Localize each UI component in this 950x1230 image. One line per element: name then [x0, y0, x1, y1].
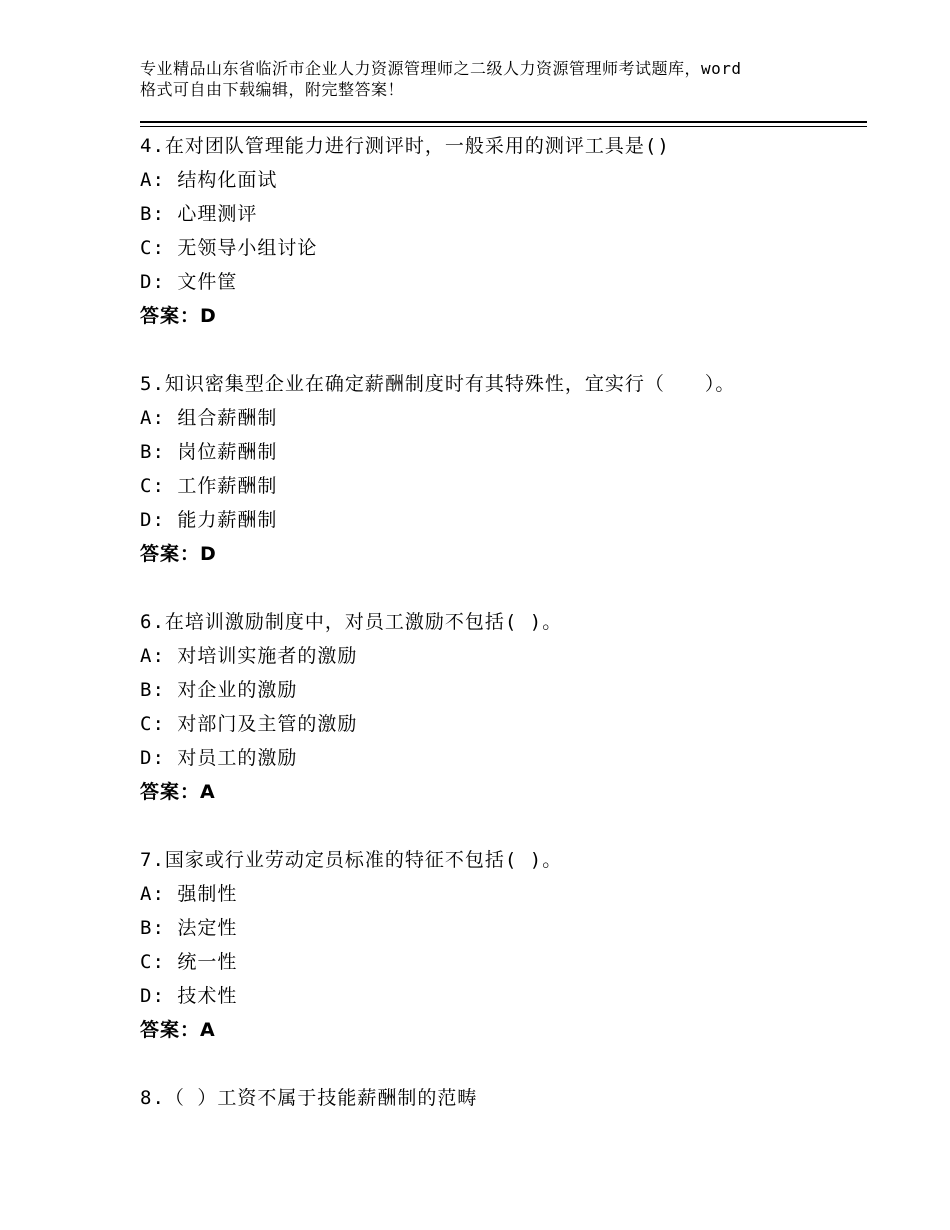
option-b: B: 法定性 [140, 917, 238, 939]
answer-label: 答案：A [140, 781, 216, 803]
question-8 [140, 1081, 867, 1115]
answer-label: 答案：D [140, 305, 217, 327]
option-b: B: 心理测评 [140, 203, 258, 225]
option-b: B: 岗位薪酬制 [140, 441, 278, 463]
option-d: D: 技术性 [140, 985, 238, 1007]
option-a: A: 结构化面试 [140, 169, 278, 191]
question-5 [140, 367, 867, 571]
option-c: C: 工作薪酬制 [140, 475, 278, 497]
option-a: A: 对培训实施者的激励 [140, 645, 358, 667]
question-stem: 6.在培训激励制度中，对员工激励不包括( )。 [140, 611, 563, 633]
answer-label: 答案：D [140, 543, 217, 565]
answer-label: 答案：A [140, 1019, 216, 1041]
option-b: B: 对企业的激励 [140, 679, 298, 701]
header-rule-thick [140, 121, 867, 123]
question-list [140, 129, 867, 1149]
option-c: C: 无领导小组讨论 [140, 237, 318, 259]
question-stem: 4.在对团队管理能力进行测评时，一般采用的测评工具是() [140, 135, 670, 157]
header-line-1: 专业精品山东省临沂市企业人力资源管理师之二级人力资源管理师考试题库，word [140, 59, 742, 78]
question-stem: 5.知识密集型企业在确定薪酬制度时有其特殊性，宜实行（ ）。 [140, 373, 736, 395]
option-a: A: 强制性 [140, 883, 238, 905]
header-line-2: 格式可自由下载编辑，附完整答案！ [140, 80, 405, 99]
document-header [140, 58, 840, 100]
question-7 [140, 843, 867, 1047]
option-d: D: 能力薪酬制 [140, 509, 278, 531]
option-c: C: 对部门及主管的激励 [140, 713, 358, 735]
option-c: C: 统一性 [140, 951, 238, 973]
question-stem: 8.（ ）工资不属于技能薪酬制的范畴 [140, 1087, 478, 1109]
question-stem: 7.国家或行业劳动定员标准的特征不包括( )。 [140, 849, 563, 871]
question-6 [140, 605, 867, 809]
option-d: D: 文件筐 [140, 271, 238, 293]
option-d: D: 对员工的激励 [140, 747, 298, 769]
question-4 [140, 129, 867, 333]
option-a: A: 组合薪酬制 [140, 407, 278, 429]
header-rule-thin [140, 126, 867, 127]
